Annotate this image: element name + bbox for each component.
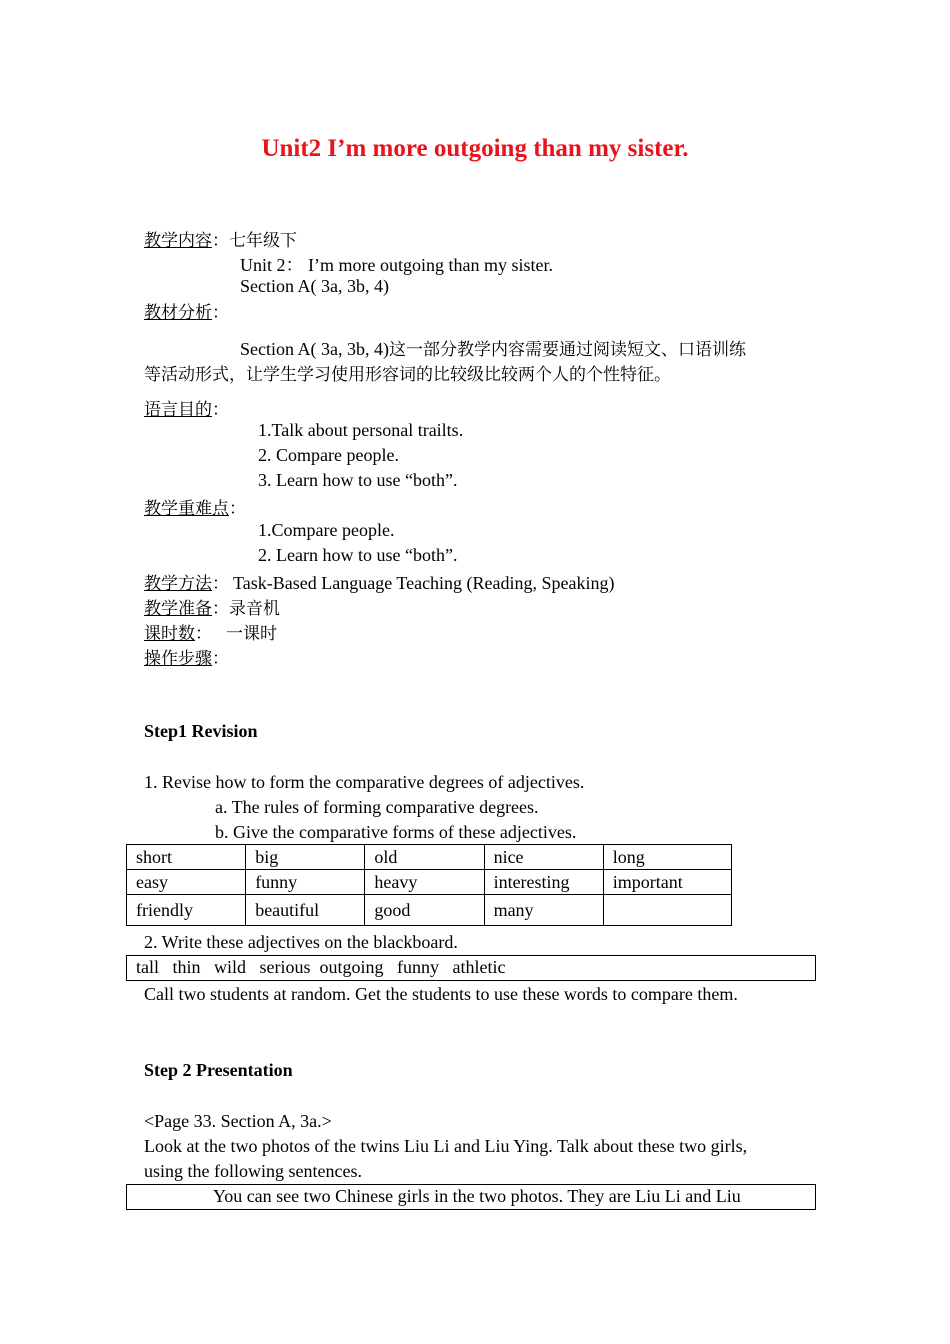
step2-look-line-2: using the following sentences.	[144, 1161, 362, 1181]
steps-row: 操作步骤：	[144, 649, 229, 669]
sentences-box: You can see two Chinese girls in the two photos. They are Liu Li and Liu	[126, 1184, 816, 1210]
step1-heading: Step1 Revision	[144, 721, 258, 741]
prep-value: 录音机	[229, 599, 280, 619]
section-line: Section A( 3a, 3b, 4)	[240, 276, 389, 296]
step1-call-text: Call two students at random. Get the students to use these words to compare them.	[144, 984, 738, 1004]
step1-item1a: a. The rules of forming comparative degrees.	[215, 797, 539, 817]
content-label: 教学内容	[144, 231, 212, 251]
table-cell: funny	[246, 870, 365, 895]
content-row: 教学内容：七年级下	[144, 231, 297, 251]
steps-label: 操作步骤	[144, 649, 212, 669]
analysis-row: 教材分析：	[144, 303, 229, 323]
key-point: 1.Compare people.	[258, 520, 395, 540]
hours-value: 一课时	[226, 624, 277, 644]
method-row: 教学方法： Task-Based Language Teaching (Reading, Speaking)	[144, 573, 615, 594]
goal-item: 1.Talk about personal trailts.	[258, 420, 464, 440]
table-cell: nice	[484, 845, 603, 870]
step1-item1b: b. Give the comparative forms of these adjectives.	[215, 822, 577, 842]
hours-row: 课时数： 一课时	[144, 624, 277, 644]
step1-item2: 2. Write these adjectives on the blackboard.	[144, 932, 458, 952]
adjectives-table	[126, 844, 732, 926]
prep-row: 教学准备：录音机	[144, 599, 280, 619]
key-row: 教学重难点：	[144, 499, 246, 519]
table-cell: old	[365, 845, 484, 870]
table-cell: beautiful	[246, 895, 365, 926]
step2-look-line-1: Look at the two photos of the twins Liu Li and Liu Ying. Talk about these two girls,	[144, 1136, 748, 1156]
table-cell: short	[127, 845, 246, 870]
table-cell	[603, 895, 731, 926]
content-value: 七年级下	[229, 231, 297, 251]
step2-heading: Step 2 Presentation	[144, 1060, 293, 1080]
method-label: 教学方法	[144, 574, 212, 594]
analysis-label: 教材分析	[144, 303, 212, 323]
goals-label: 语言目的	[144, 400, 212, 420]
goal-item: 3. Learn how to use “both”.	[258, 470, 458, 490]
table-row	[127, 845, 732, 870]
analysis-line-1: Section A( 3a, 3b, 4)这一部分教学内容需要通过阅读短文、口语训练	[240, 339, 746, 360]
key-point: 2. Learn how to use “both”.	[258, 545, 458, 565]
table-cell: many	[484, 895, 603, 926]
goals-row: 语言目的：	[144, 400, 229, 420]
table-cell: long	[603, 845, 731, 870]
prep-label: 教学准备	[144, 599, 212, 619]
table-cell: big	[246, 845, 365, 870]
goal-item: 2. Compare people.	[258, 445, 399, 465]
table-row	[127, 870, 732, 895]
board-words-box: tall thin wild serious outgoing funny athletic	[126, 955, 816, 981]
hours-label: 课时数	[144, 624, 195, 644]
key-label: 教学重难点	[144, 499, 229, 519]
table-cell: friendly	[127, 895, 246, 926]
unit-line: Unit 2： I’m more outgoing than my sister.	[240, 255, 553, 275]
analysis-line-2: 等活动形式，让学生学习使用形容词的比较级比较两个人的个性特征。	[144, 365, 671, 385]
table-cell: good	[365, 895, 484, 926]
step2-page-ref: <Page 33. Section A, 3a.>	[144, 1111, 332, 1131]
table-cell: important	[603, 870, 731, 895]
table-cell: easy	[127, 870, 246, 895]
method-value: Task-Based Language Teaching (Reading, Speaking)	[233, 573, 615, 593]
table-cell: heavy	[365, 870, 484, 895]
page-title: Unit2 I’m more outgoing than my sister.	[261, 135, 689, 162]
table-row	[127, 895, 732, 926]
table-cell: interesting	[484, 870, 603, 895]
step1-item1: 1. Revise how to form the comparative degrees of adjectives.	[144, 772, 585, 792]
